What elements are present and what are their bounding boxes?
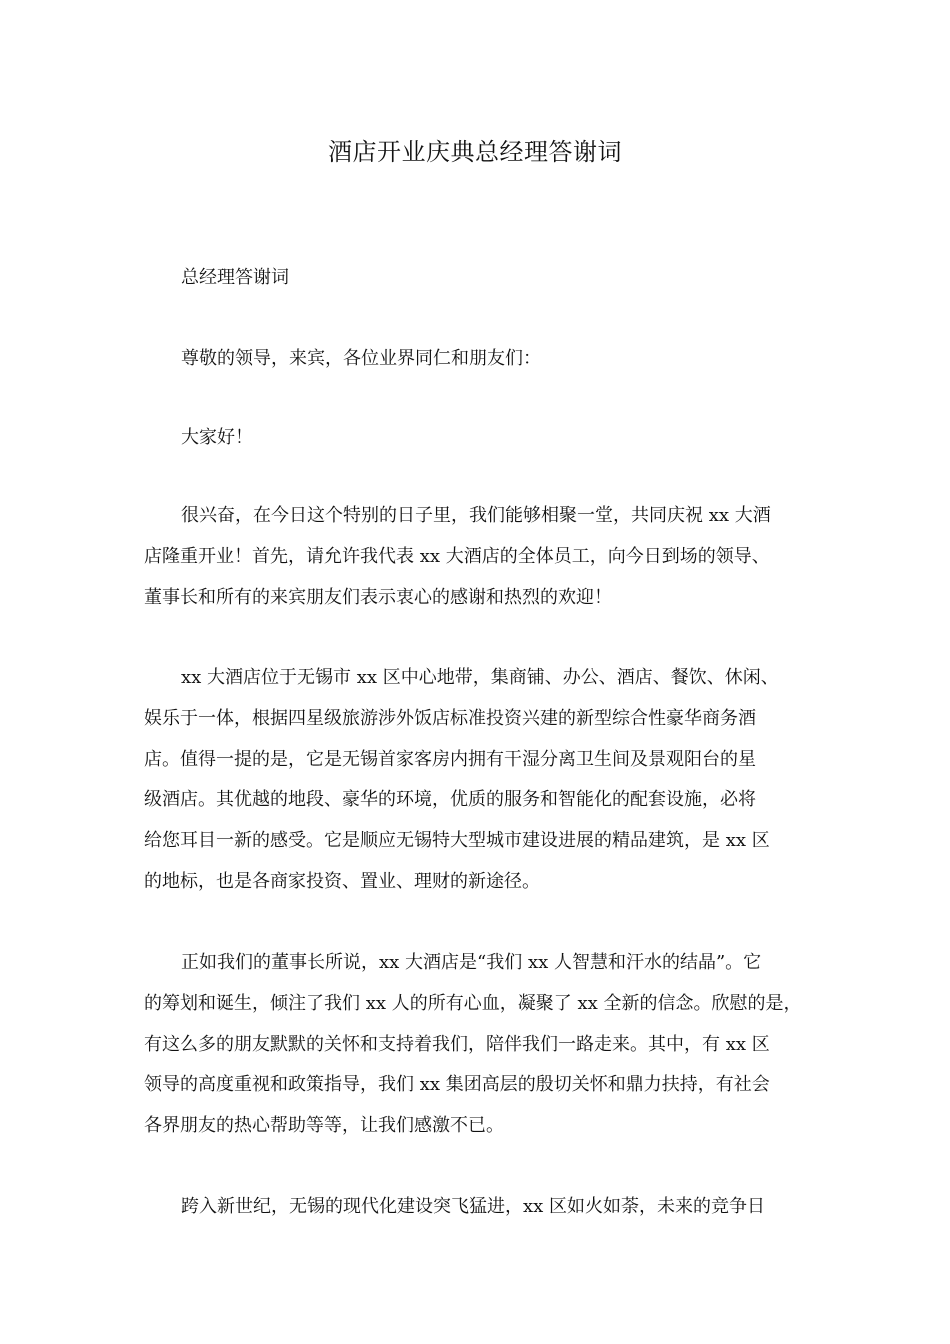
paragraph-gratitude — [144, 943, 804, 1147]
paragraph-line: 店隆重开业！首先，请允许我代表 xx 大酒店的全体员工，向今日到场的领导、 — [144, 545, 770, 567]
paragraph-line: 大家好！ — [181, 427, 253, 448]
paragraph-line: 娱乐于一体，根据四星级旅游涉外饭店标准投资兴建的新型综合性豪华商务酒 — [144, 707, 756, 729]
paragraph-line: 各界朋友的热心帮助等等，让我们感激不已。 — [144, 1115, 504, 1137]
paragraph-hotel-intro — [144, 658, 804, 903]
paragraph-line: 给您耳目一新的感受。它是顺应无锡特大型城市建设进展的精品建筑，是 xx 区 — [144, 830, 770, 852]
paragraph-line: 店。值得一提的是，它是无锡首家客房内拥有干湿分离卫生间及景观阳台的星 — [144, 748, 756, 770]
paragraph-salutation — [144, 339, 804, 380]
paragraph-line: 有这么多的朋友默默的关怀和支持着我们，陪伴我们一路走来。其中，有 xx 区 — [144, 1033, 770, 1055]
document-title: 酒店开业庆典总经理答谢词 — [328, 138, 622, 166]
paragraph-opening — [144, 496, 804, 618]
paragraph-heading — [144, 258, 804, 299]
paragraph-line: 的筹划和诞生，倾注了我们 xx 人的所有心血，凝聚了 xx 全新的信念。欣慰的是， — [144, 992, 802, 1014]
paragraph-line: 董事长和所有的来宾朋友们表示衷心的感谢和热烈的欢迎！ — [144, 586, 612, 608]
paragraph-line: 级酒店。其优越的地段、豪华的环境，优质的服务和智能化的配套设施，必将 — [144, 789, 756, 811]
paragraph-line: 很兴奋，在今日这个特别的日子里，我们能够相聚一堂，共同庆祝 xx 大酒 — [181, 505, 771, 526]
paragraph-line: 跨入新世纪，无锡的现代化建设突飞猛进，xx 区如火如荼，未来的竞争日 — [181, 1196, 766, 1217]
paragraph-line: 的地标，也是各商家投资、置业、理财的新途径。 — [144, 870, 540, 892]
paragraph-line: 总经理答谢词 — [181, 267, 289, 288]
paragraph-line: xx 大酒店位于无锡市 xx 区中心地带，集商铺、办公、酒店、餐饮、休闲、 — [181, 667, 779, 688]
paragraph-new-century — [144, 1187, 804, 1228]
paragraph-line: 尊敬的领导，来宾，各位业界同仁和朋友们： — [181, 348, 541, 369]
paragraph-greeting — [144, 418, 804, 459]
paragraph-line: 正如我们的董事长所说，xx 大酒店是“我们 xx 人智慧和汗水的结晶”。它 — [181, 952, 762, 973]
paragraph-line: 领导的高度重视和政策指导，我们 xx 集团高层的殷切关怀和鼎力扶持，有社会 — [144, 1074, 770, 1096]
